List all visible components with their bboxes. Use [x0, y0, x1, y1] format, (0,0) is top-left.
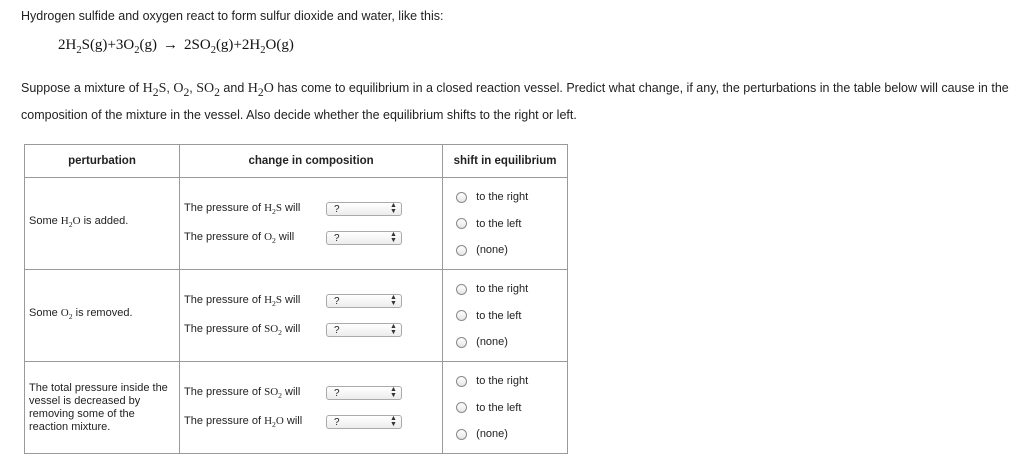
radio-button[interactable] [456, 376, 467, 387]
pressure-label: The pressure of $H_2O$ will [183, 414, 303, 430]
shift-cell [443, 270, 568, 362]
shift-option-none[interactable]: (none) [447, 329, 563, 356]
shift-option-right[interactable]: to the right [447, 368, 563, 395]
shift-option-right[interactable]: to the right [447, 184, 563, 211]
radio-button[interactable] [456, 218, 467, 229]
select-arrows-icon: ▲ ▼ [390, 294, 397, 307]
shift-option-right[interactable]: to the right [447, 276, 563, 303]
pressure-label: The pressure of $SO_2$ will [183, 385, 301, 401]
table-row [25, 362, 568, 454]
intro-text: Hydrogen sulfide and oxygen react to form sulfur dioxide and water, like this: [21, 9, 444, 23]
header-perturbation: perturbation [25, 145, 180, 178]
table-row [25, 270, 568, 362]
radio-button[interactable] [456, 245, 467, 256]
perturbation-cell: Some $H_2O$ is added. [25, 178, 180, 270]
shift-option-none[interactable]: (none) [447, 421, 563, 448]
pressure-change-select[interactable]: ? ▲ ▼ [326, 294, 402, 308]
perturbation-cell: Some $O_2$ is removed. [25, 270, 180, 362]
question-text: Suppose a mixture of $H_2S$, $O_2$, $SO_2$ and $H_2O$ has come to equilibrium in a closed reaction vessel. Predict what change, if any, the perturbations in the table below will cause in the composition of the mixture in the vessel. Also decide whether the equilibrium shifts to the right or left. [21, 81, 1009, 122]
shift-option-left[interactable]: to the left [447, 210, 563, 237]
shift-cell [443, 362, 568, 454]
header-change: change in composition [179, 145, 442, 178]
radio-button[interactable] [456, 192, 467, 203]
radio-button[interactable] [456, 402, 467, 413]
pressure-change-select[interactable]: ? ▲ ▼ [326, 386, 402, 400]
table-row [25, 178, 568, 270]
pressure-label: The pressure of $SO_2$ will [183, 322, 301, 338]
select-arrows-icon: ▲ ▼ [390, 202, 397, 215]
select-arrows-icon: ▲ ▼ [390, 231, 397, 244]
pressure-label: The pressure of $H_2S$ will [183, 201, 301, 217]
reaction-arrow-icon: → [163, 37, 178, 53]
radio-button[interactable] [456, 429, 467, 440]
shift-option-none[interactable]: (none) [447, 237, 563, 264]
shift-cell [443, 178, 568, 270]
change-cell [179, 270, 442, 362]
perturbation-table [24, 144, 568, 454]
pressure-change-select[interactable]: ? ▲ ▼ [326, 415, 402, 429]
pressure-change-select[interactable]: ? ▲ ▼ [326, 202, 402, 216]
change-cell [179, 178, 442, 270]
change-cell [179, 362, 442, 454]
pressure-label: The pressure of $O_2$ will [183, 230, 295, 246]
pressure-change-select[interactable]: ? ▲ ▼ [326, 231, 402, 245]
select-arrows-icon: ▲ ▼ [390, 415, 397, 428]
pressure-label: The pressure of $H_2S$ will [183, 293, 301, 309]
reaction-equation: $2H_2S(g)+3O_2(g) \to 2SO_2(g)+2H_2O(g)$ [58, 37, 294, 56]
header-shift: shift in equilibrium [443, 145, 568, 178]
shift-option-left[interactable]: to the left [447, 302, 563, 329]
perturbation-cell: The total pressure inside the vessel is decreased by removing some of the reaction mixture. [25, 362, 180, 454]
shift-option-left[interactable]: to the left [447, 394, 563, 421]
radio-button[interactable] [456, 284, 467, 295]
radio-button[interactable] [456, 337, 467, 348]
radio-button[interactable] [456, 310, 467, 321]
select-arrows-icon: ▲ ▼ [390, 323, 397, 336]
pressure-change-select[interactable]: ? ▲ ▼ [326, 323, 402, 337]
select-arrows-icon: ▲ ▼ [390, 386, 397, 399]
